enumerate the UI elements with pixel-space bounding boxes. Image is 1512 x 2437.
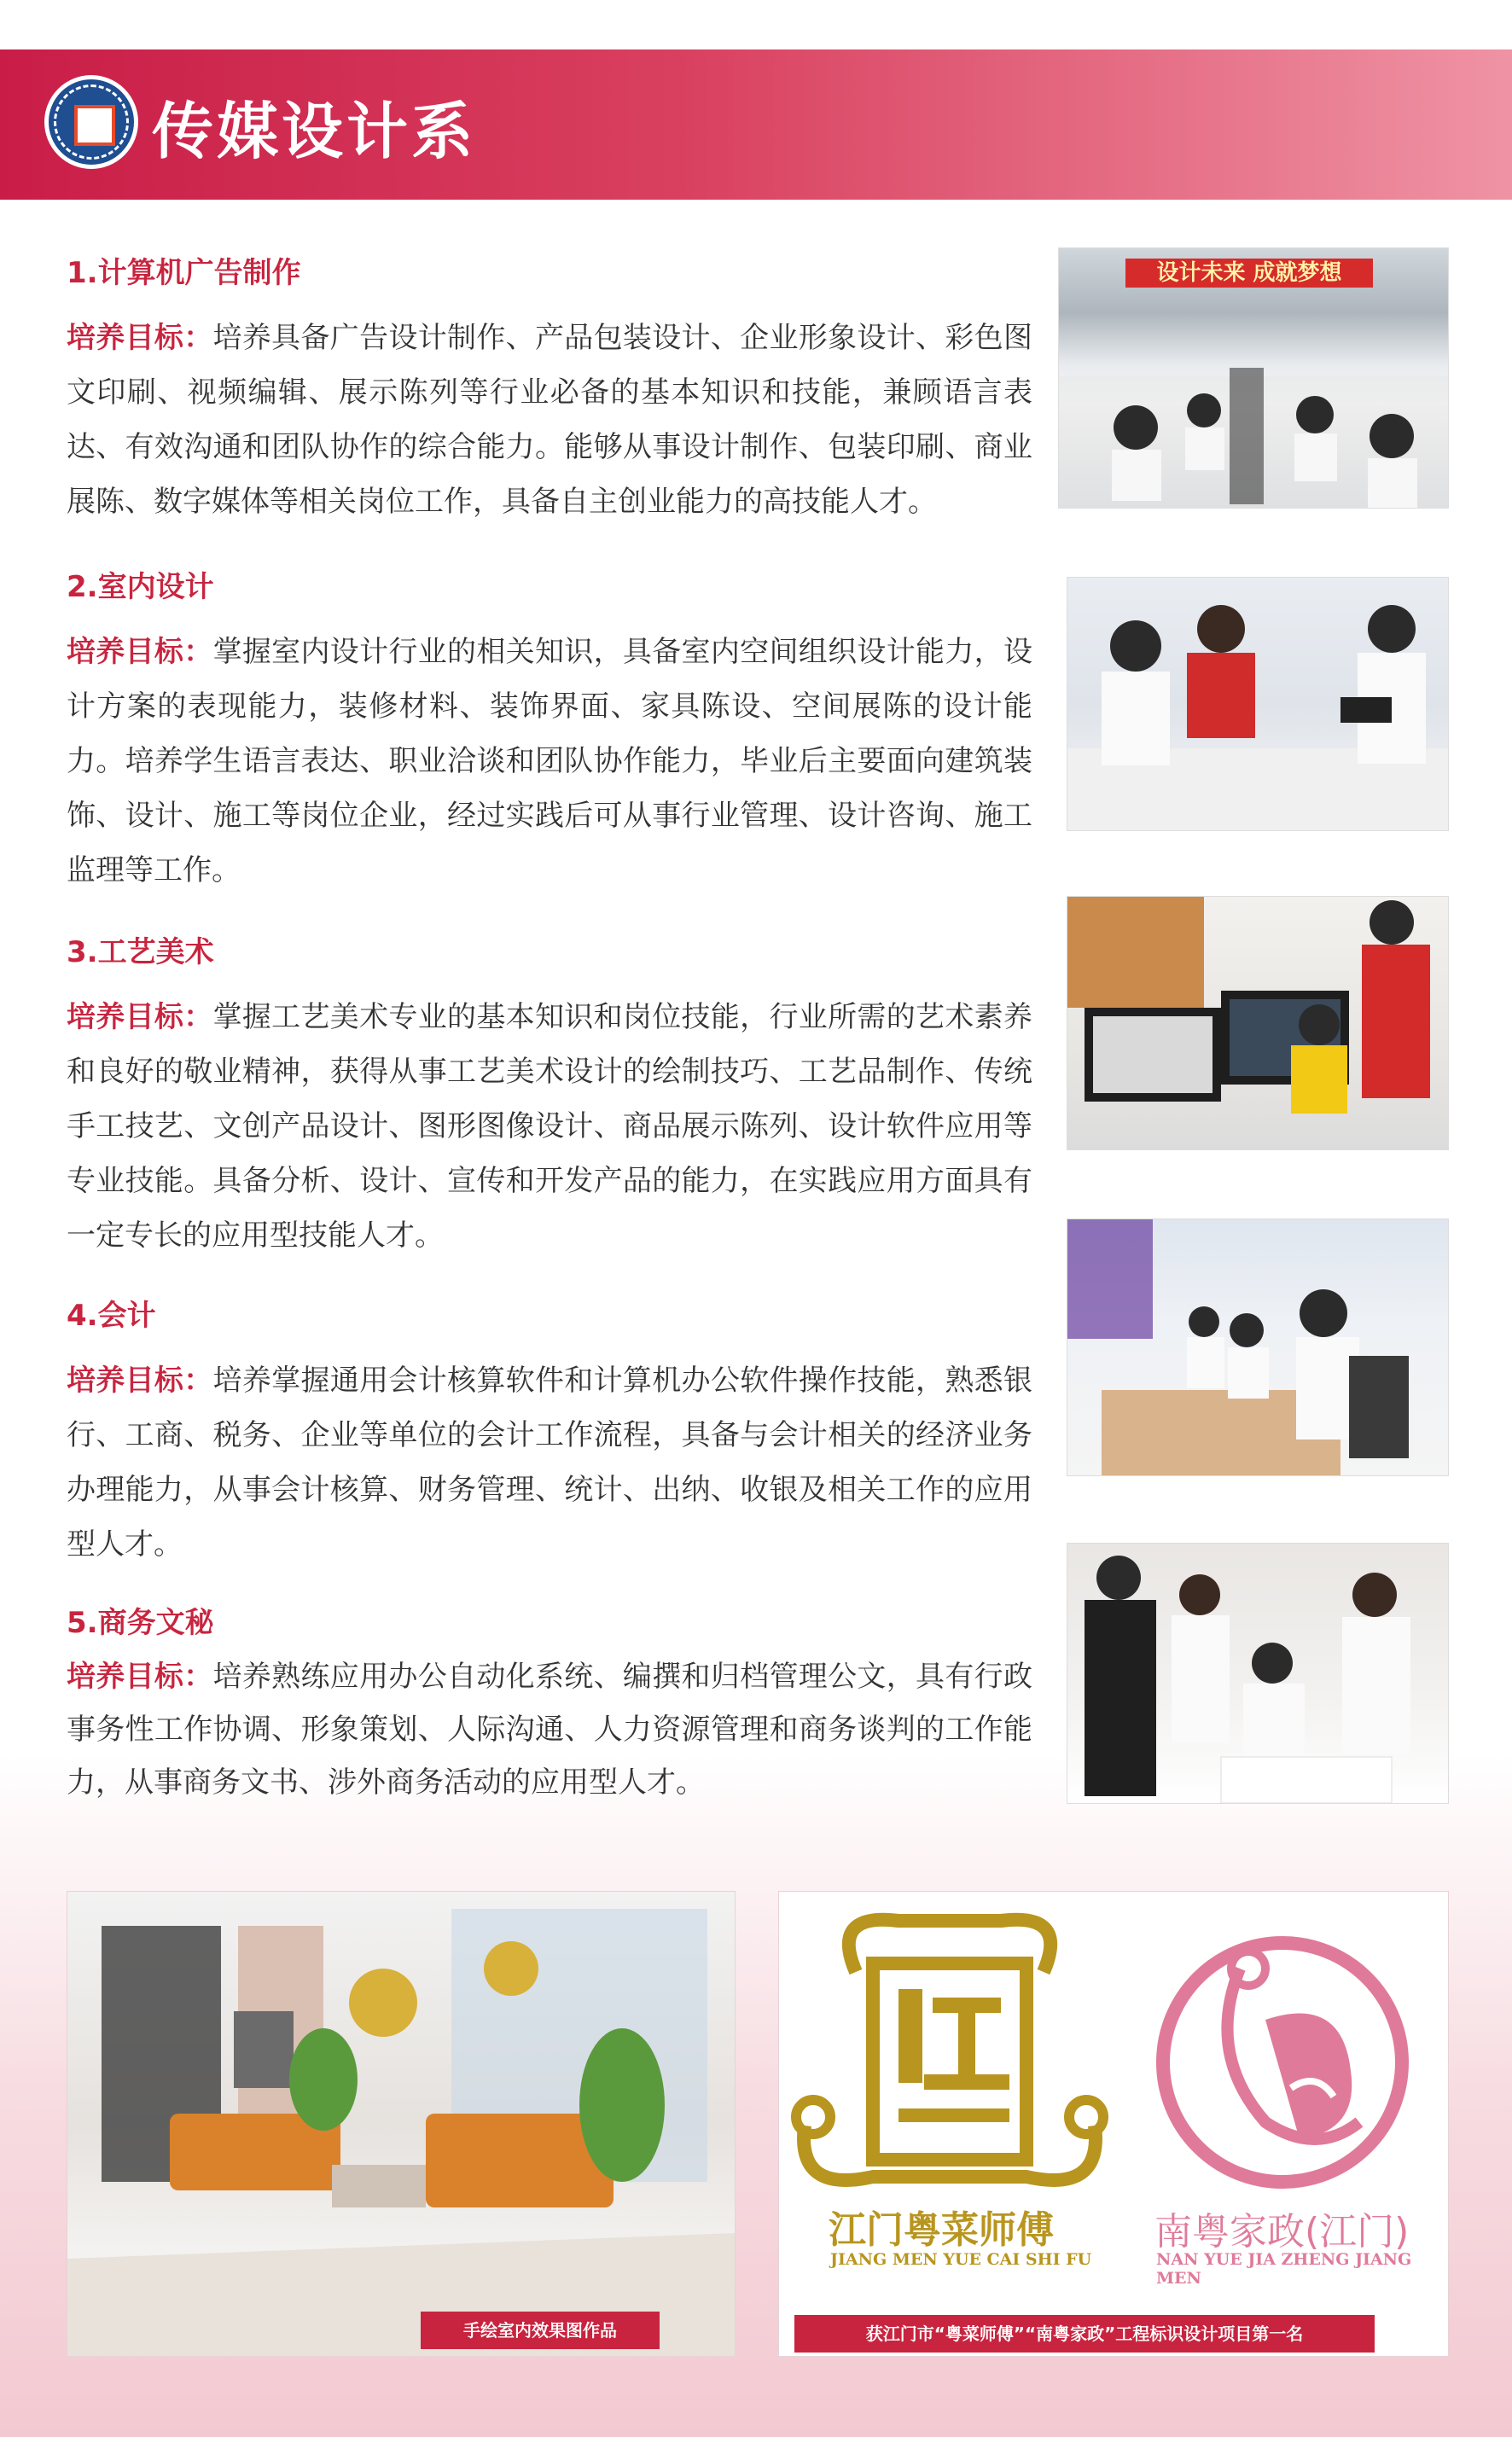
goal-label: 培养目标 [67,1660,184,1694]
logo2-title: 南粤家政(江门) [1154,2210,1410,2254]
right-caption: 获江门市“粤菜师傅”“南粤家政”工程标识设计项目第一名 [794,2315,1375,2353]
computer-lab-photo [1058,247,1449,509]
section-body-4: 培养掌握通用会计核算软件和计算机办公软件操作技能，熟悉银行、工商、税务、企业等单位的会计工作流程，具备与会计相关的经济业务办理能力，从事会计核算、财务管理、统计、出纳、收银及相关工作的应用型人才。 [67,1364,1032,1562]
section-body-1: 培养具备广告设计制作、产品包装设计、企业形象设计、彩色图文印刷、视频编辑、展示陈列等行业必备的基本知识和技能，兼顾语言表达、有效沟通和团队协作的综合能力。能够从事设计制作、包装印刷、商业展陈、数字媒体等相关岗位工作，具备自主创业能力的高技能人才。 [67,321,1032,519]
photo-banner: 设计未来 成就梦想 [1125,259,1373,288]
logo1-subtitle: JIANG MEN YUE CAI SHI FU [830,2250,1092,2269]
interior-design-class-photo [1067,577,1449,831]
page-title: 传媒设计系 [152,96,477,167]
section-title-3: 3.工艺美术 [67,935,214,969]
section-body-3: 掌握工艺美术专业的基本知识和岗位技能，行业所需的艺术素养和良好的敬业精神，获得从事工艺美术设计的绘制技巧、工艺品制作、传统手工技艺、文创产品设计、图形图像设计、商品展示陈列、设计软件应用等专业技能。具备分析、设计、宣传和开发产品的能力，在实践应用方面具有一定专长的应用型技能人才。 [67,1000,1032,1253]
interior-sketch-card [67,1891,736,2357]
section-text-3: 培养目标：掌握工艺美术专业的基本知识和岗位技能，行业所需的艺术素养和良好的敬业精神，获得从事工艺美术设计的绘制技巧、工艺品制作、传统手工技艺、文创产品设计、图形图像设计、商品展示陈列、设计软件应用等专业技能。具备分析、设计、宣传和开发产品的能力，在实践应用方面具有一定专长的应用型技能人才。 [67,1000,1032,1253]
nan-yue-jia-zheng-logo-icon [1146,1926,1419,2199]
section-text-5: 培养目标：培养熟练应用办公自动化系统、编撰和归档管理公文，具有行政事务性工作协调、形象策划、人际沟通、人力资源管理和商务谈判的工作能力，从事商务文书、涉外商务活动的应用型人才。 [67,1660,1032,1800]
section-title-4: 4.会计 [67,1299,156,1333]
section-text-4: 培养目标：培养掌握通用会计核算软件和计算机办公软件操作技能，熟悉银行、工商、税务、企业等单位的会计工作流程，具备与会计相关的经济业务办理能力，从事会计核算、财务管理、统计、出纳、收银及相关工作的应用型人才。 [67,1364,1032,1562]
accounting-class-photo [1067,1218,1449,1476]
section-title-2: 2.室内设计 [67,570,214,604]
section-text-2: 培养目标：掌握室内设计行业的相关知识，具备室内空间组织设计能力，设计方案的表现能力，装修材料、装饰界面、家具陈设、空间展陈的设计能力。培养学生语言表达、职业洽谈和团队协作能力，毕业后主要面向建筑装饰、设计、施工等岗位企业，经过实践后可从事行业管理、设计咨询、施工监理等工作。 [67,635,1032,887]
section-body-2: 掌握室内设计行业的相关知识，具备室内空间组织设计能力，设计方案的表现能力，装修材料、装饰界面、家具陈设、空间展陈的设计能力。培养学生语言表达、职业洽谈和团队协作能力，毕业后主要面向建筑装饰、设计、施工等岗位企业，经过实践后可从事行业管理、设计咨询、施工监理等工作。 [67,635,1032,887]
logo1-title: 江门粤菜师傅 [829,2208,1054,2252]
goal-label: 培养目标 [67,321,184,355]
logo-award-card [778,1891,1449,2357]
secretary-class-photo [1067,1543,1449,1804]
craft-art-class-photo [1067,896,1449,1150]
logo2-subtitle: NAN YUE JIA ZHENG JIANG MEN [1156,2250,1412,2288]
section-body-5: 培养熟练应用办公自动化系统、编撰和归档管理公文，具有行政事务性工作协调、形象策划、人际沟通、人力资源管理和商务谈判的工作能力，从事商务文书、涉外商务活动的应用型人才。 [67,1660,1032,1800]
section-title-5: 5.商务文秘 [67,1606,214,1640]
goal-label: 培养目标 [67,635,184,669]
section-text-1: 培养目标：培养具备广告设计制作、产品包装设计、企业形象设计、彩色图文印刷、视频编辑、展示陈列等行业必备的基本知识和技能，兼顾语言表达、有效沟通和团队协作的综合能力。能够从事设计制作、包装印刷、商业展陈、数字媒体等相关岗位工作，具备自主创业能力的高技能人才。 [67,321,1032,519]
header-banner [0,49,1512,200]
goal-label: 培养目标 [67,1364,184,1398]
section-title-1: 1.计算机广告制作 [67,256,301,290]
interior-sketch-image [67,1892,735,2356]
left-caption: 手绘室内效果图作品 [421,2312,660,2349]
goal-label: 培养目标 [67,1000,184,1034]
school-logo-icon [44,75,138,169]
